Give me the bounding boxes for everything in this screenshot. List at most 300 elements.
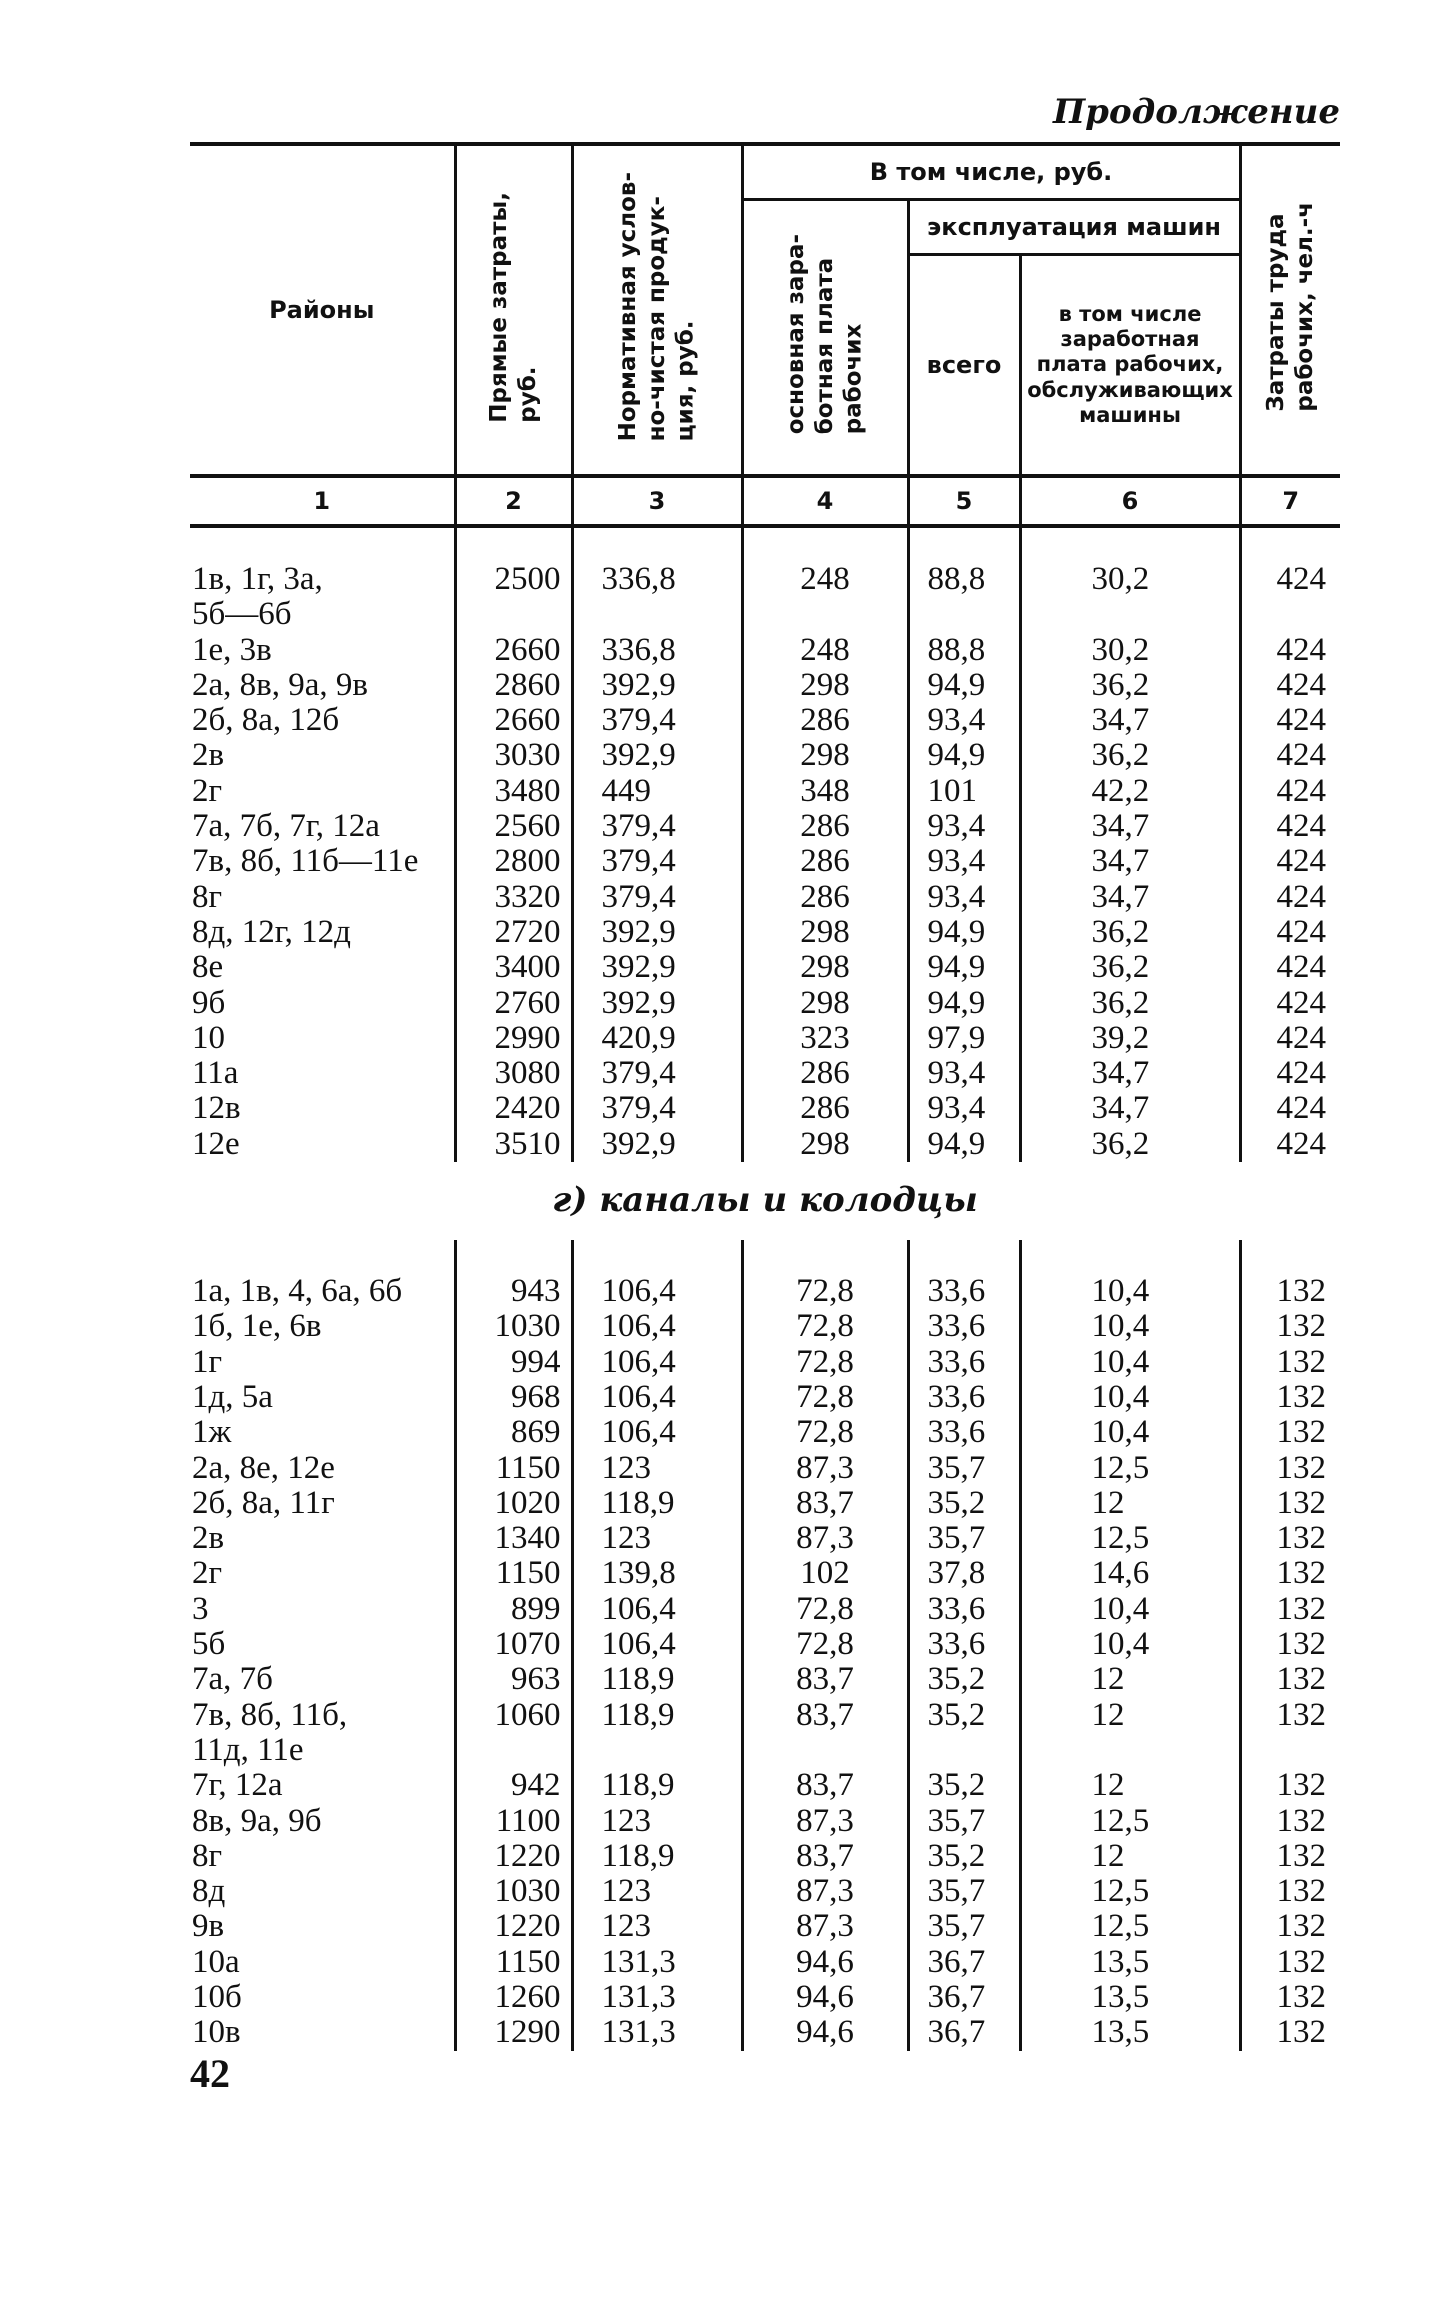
value-cell-col5: 35,2 (908, 1768, 1020, 1803)
value-cell-col2: 2560 (455, 809, 572, 844)
value-cell-col4: 83,7 (742, 1486, 908, 1521)
value-cell-col2: 1060 (455, 1698, 572, 1769)
value-cell-col7: 424 (1240, 844, 1340, 879)
table-row (190, 1345, 1340, 1380)
table-row (190, 986, 1340, 1021)
table-row (190, 1380, 1340, 1415)
value-cell-col3: 139,8 (572, 1556, 742, 1591)
value-cell-col5: 93,4 (908, 703, 1020, 738)
value-cell-col2: 1070 (455, 1627, 572, 1662)
value-cell-col3: 106,4 (572, 1627, 742, 1662)
header-labor-costs-text: Затраты труда рабочих, чел.-ч (1263, 202, 1318, 412)
value-cell-col3: 379,4 (572, 703, 742, 738)
table-row (190, 880, 1340, 915)
table-row (190, 562, 1340, 633)
value-cell-col6: 39,2 (1020, 1021, 1240, 1056)
table-row (190, 738, 1340, 773)
value-cell-col2: 1030 (455, 1874, 572, 1909)
table-row (190, 774, 1340, 809)
value-cell-col7: 132 (1240, 1309, 1340, 1344)
value-cell-col3: 392,9 (572, 915, 742, 950)
value-cell-col3: 118,9 (572, 1486, 742, 1521)
value-cell-col3: 336,8 (572, 633, 742, 668)
value-cell-col5: 93,4 (908, 809, 1020, 844)
col-number-1: 1 (190, 476, 455, 526)
header-normative-product (572, 144, 742, 476)
value-cell-col7: 424 (1240, 950, 1340, 985)
value-cell-col6: 10,4 (1020, 1592, 1240, 1627)
value-cell-col6: 13,5 (1020, 2015, 1240, 2050)
region-cell: 2б, 8а, 12б (192, 702, 340, 739)
value-cell-col7: 132 (1240, 1662, 1340, 1697)
value-cell-col3: 379,4 (572, 1091, 742, 1126)
value-cell-col4: 72,8 (742, 1415, 908, 1450)
value-cell-col5: 35,7 (908, 1521, 1020, 1556)
value-cell-col2: 869 (455, 1415, 572, 1450)
table-row (190, 1556, 1340, 1591)
region-cell: 2а, 8в, 9а, 9в (192, 666, 368, 703)
table-row (190, 1662, 1340, 1697)
region-cell: 1б, 1е, 6в (192, 1308, 322, 1345)
region-cell: 10а (192, 1943, 240, 1980)
table-row (190, 844, 1340, 879)
table-row (190, 1804, 1340, 1839)
region-cell: 10в (192, 2014, 241, 2051)
value-cell-col5: 33,6 (908, 1415, 1020, 1450)
value-cell-col6: 36,2 (1020, 738, 1240, 773)
value-cell-col5: 35,2 (908, 1839, 1020, 1874)
table-body-section-a (190, 526, 1340, 1162)
value-cell-col6: 30,2 (1020, 633, 1240, 668)
value-cell-col7: 132 (1240, 1839, 1340, 1874)
value-cell-col2: 968 (455, 1380, 572, 1415)
region-cell: 8е (192, 949, 224, 986)
value-cell-col6: 12,5 (1020, 1521, 1240, 1556)
value-cell-col5: 93,4 (908, 1056, 1020, 1091)
value-cell-col4: 298 (742, 950, 908, 985)
table-row (190, 1874, 1340, 1909)
value-cell-col5: 36,7 (908, 1945, 1020, 1980)
table-row (190, 950, 1340, 985)
value-cell-col4: 94,6 (742, 1945, 908, 1980)
value-cell-col6: 14,6 (1020, 1556, 1240, 1591)
value-cell-col6: 34,7 (1020, 809, 1240, 844)
value-cell-col6: 12,5 (1020, 1804, 1240, 1839)
region-cell: 1в, 1г, 3а, 5б—6б (192, 561, 323, 633)
value-cell-col2: 2660 (455, 633, 572, 668)
value-cell-col6: 10,4 (1020, 1345, 1240, 1380)
value-cell-col7: 132 (1240, 1874, 1340, 1909)
value-cell-col2: 1150 (455, 1945, 572, 1980)
value-cell-col3: 118,9 (572, 1698, 742, 1769)
table-row (190, 1309, 1340, 1344)
value-cell-col5: 36,7 (908, 2015, 1020, 2050)
value-cell-col2: 2860 (455, 668, 572, 703)
value-cell-col7: 132 (1240, 1768, 1340, 1803)
value-cell-col4: 298 (742, 1127, 908, 1162)
value-cell-col2: 2760 (455, 986, 572, 1021)
value-cell-col5: 35,2 (908, 1662, 1020, 1697)
value-cell-col6: 36,2 (1020, 915, 1240, 950)
value-cell-col4: 298 (742, 915, 908, 950)
region-cell: 7в, 8б, 11б, 11д, 11е (192, 1696, 348, 1768)
region-cell: 1ж (192, 1414, 232, 1451)
value-cell-col3: 106,4 (572, 1309, 742, 1344)
value-cell-col2: 942 (455, 1768, 572, 1803)
header-regions: Районы (190, 144, 455, 476)
value-cell-col3: 392,9 (572, 986, 742, 1021)
value-cell-col6: 42,2 (1020, 774, 1240, 809)
col-number-5: 5 (908, 476, 1020, 526)
value-cell-col7: 132 (1240, 1415, 1340, 1450)
value-cell-col3: 131,3 (572, 1980, 742, 2015)
table-body-section-g (190, 1240, 1340, 2051)
value-cell-col3: 131,3 (572, 1945, 742, 1980)
value-cell-col5: 94,9 (908, 1127, 1020, 1162)
value-cell-col4: 83,7 (742, 1768, 908, 1803)
value-cell-col5: 36,7 (908, 1980, 1020, 2015)
value-cell-col7: 424 (1240, 986, 1340, 1021)
table-row (190, 1451, 1340, 1486)
cost-table (190, 142, 1340, 2051)
col-number-2: 2 (455, 476, 572, 526)
value-cell-col4: 83,7 (742, 1662, 908, 1697)
value-cell-col4: 87,3 (742, 1521, 908, 1556)
table-row (190, 915, 1340, 950)
region-cell: 7в, 8б, 11б—11е (192, 843, 419, 880)
value-cell-col3: 336,8 (572, 562, 742, 633)
value-cell-col2: 2500 (455, 562, 572, 633)
value-cell-col2: 3510 (455, 1127, 572, 1162)
value-cell-col4: 298 (742, 986, 908, 1021)
value-cell-col4: 298 (742, 668, 908, 703)
header-normative-product-text: Нормативная услов- но-чистая продук- ция, руб. (614, 172, 699, 442)
region-cell: 2в (192, 1520, 225, 1557)
table-row (190, 1415, 1340, 1450)
value-cell-col6: 10,4 (1020, 1380, 1240, 1415)
table-row (190, 1127, 1340, 1162)
value-cell-col3: 392,9 (572, 738, 742, 773)
value-cell-col4: 87,3 (742, 1804, 908, 1839)
value-cell-col5: 33,6 (908, 1345, 1020, 1380)
value-cell-col4: 286 (742, 844, 908, 879)
region-cell: 8г (192, 878, 223, 915)
value-cell-col7: 424 (1240, 738, 1340, 773)
region-cell: 8д, 12г, 12д (192, 913, 351, 950)
region-cell: 10б (192, 1978, 242, 2015)
region-cell: 8в, 9а, 9б (192, 1802, 322, 1839)
col-number-6: 6 (1020, 476, 1240, 526)
table-row (190, 1486, 1340, 1521)
value-cell-col3: 123 (572, 1804, 742, 1839)
value-cell-col5: 88,8 (908, 633, 1020, 668)
region-cell: 3 (192, 1590, 209, 1627)
value-cell-col2: 2660 (455, 703, 572, 738)
value-cell-col5: 33,6 (908, 1627, 1020, 1662)
value-cell-col4: 298 (742, 738, 908, 773)
value-cell-col4: 286 (742, 703, 908, 738)
table-row (190, 1592, 1340, 1627)
value-cell-col6: 12,5 (1020, 1874, 1240, 1909)
table-row (190, 703, 1340, 738)
value-cell-col5: 33,6 (908, 1309, 1020, 1344)
table-row (190, 1909, 1340, 1944)
value-cell-col2: 1030 (455, 1309, 572, 1344)
table-row (190, 1021, 1340, 1056)
value-cell-col2: 1220 (455, 1839, 572, 1874)
value-cell-col6: 36,2 (1020, 668, 1240, 703)
value-cell-col3: 123 (572, 1874, 742, 1909)
value-cell-col6: 10,4 (1020, 1627, 1240, 1662)
region-cell: 8г (192, 1837, 223, 1874)
value-cell-col6: 13,5 (1020, 1980, 1240, 2015)
value-cell-col6: 36,2 (1020, 950, 1240, 985)
value-cell-col7: 132 (1240, 1451, 1340, 1486)
table-row (190, 668, 1340, 703)
value-cell-col7: 424 (1240, 809, 1340, 844)
value-cell-col4: 87,3 (742, 1874, 908, 1909)
value-cell-col3: 420,9 (572, 1021, 742, 1056)
value-cell-col7: 424 (1240, 1091, 1340, 1126)
value-cell-col3: 118,9 (572, 1768, 742, 1803)
region-cell: 7а, 7б (192, 1661, 273, 1698)
value-cell-col7: 132 (1240, 2015, 1340, 2050)
value-cell-col4: 87,3 (742, 1451, 908, 1486)
value-cell-col2: 3080 (455, 1056, 572, 1091)
value-cell-col4: 286 (742, 1091, 908, 1126)
value-cell-col5: 33,6 (908, 1274, 1020, 1309)
header-direct-costs-text: Прямые затраты, руб. (485, 191, 541, 423)
region-cell: 2а, 8е, 12е (192, 1449, 335, 1486)
header-including-wages: в том числе заработная плата рабочих, обслуживающих машины (1020, 255, 1240, 477)
value-cell-col3: 392,9 (572, 668, 742, 703)
value-cell-col2: 1220 (455, 1909, 572, 1944)
value-cell-col3: 392,9 (572, 950, 742, 985)
value-cell-col3: 379,4 (572, 844, 742, 879)
value-cell-col3: 449 (572, 774, 742, 809)
value-cell-col3: 123 (572, 1521, 742, 1556)
value-cell-col7: 132 (1240, 1698, 1340, 1769)
value-cell-col6: 10,4 (1020, 1415, 1240, 1450)
value-cell-col5: 97,9 (908, 1021, 1020, 1056)
value-cell-col5: 94,9 (908, 668, 1020, 703)
section-title-group (190, 1162, 1340, 1240)
table-row (190, 1839, 1340, 1874)
region-cell: 2г (192, 772, 223, 809)
value-cell-col4: 286 (742, 809, 908, 844)
value-cell-col6: 34,7 (1020, 1091, 1240, 1126)
value-cell-col6: 12 (1020, 1662, 1240, 1697)
value-cell-col7: 132 (1240, 1592, 1340, 1627)
value-cell-col4: 286 (742, 1056, 908, 1091)
value-cell-col2: 1100 (455, 1804, 572, 1839)
value-cell-col5: 35,7 (908, 1874, 1020, 1909)
region-cell: 2в (192, 737, 225, 774)
value-cell-col6: 12 (1020, 1839, 1240, 1874)
value-cell-col4: 286 (742, 880, 908, 915)
value-cell-col2: 994 (455, 1345, 572, 1380)
value-cell-col5: 94,9 (908, 738, 1020, 773)
value-cell-col2: 963 (455, 1662, 572, 1697)
value-cell-col6: 34,7 (1020, 844, 1240, 879)
value-cell-col2: 2720 (455, 915, 572, 950)
table-row (190, 633, 1340, 668)
value-cell-col5: 93,4 (908, 844, 1020, 879)
table-row (190, 1627, 1340, 1662)
value-cell-col2: 3480 (455, 774, 572, 809)
region-cell: 7а, 7б, 7г, 12а (192, 808, 380, 845)
value-cell-col4: 102 (742, 1556, 908, 1591)
value-cell-col4: 323 (742, 1021, 908, 1056)
value-cell-col4: 72,8 (742, 1380, 908, 1415)
value-cell-col7: 424 (1240, 915, 1340, 950)
value-cell-col6: 12 (1020, 1486, 1240, 1521)
value-cell-col2: 3030 (455, 738, 572, 773)
value-cell-col5: 94,9 (908, 986, 1020, 1021)
region-cell: 2г (192, 1555, 223, 1592)
value-cell-col6: 12 (1020, 1698, 1240, 1769)
table-row (190, 1521, 1340, 1556)
value-cell-col5: 33,6 (908, 1592, 1020, 1627)
value-cell-col7: 132 (1240, 1945, 1340, 1980)
value-cell-col6: 10,4 (1020, 1274, 1240, 1309)
region-cell: 12в (192, 1090, 241, 1127)
value-cell-col2: 899 (455, 1592, 572, 1627)
value-cell-col3: 123 (572, 1451, 742, 1486)
table-row (190, 2015, 1340, 2050)
header-total: всего (908, 255, 1020, 477)
table-row (190, 1698, 1340, 1769)
value-cell-col5: 93,4 (908, 1091, 1020, 1126)
value-cell-col2: 1290 (455, 2015, 572, 2050)
value-cell-col2: 1340 (455, 1521, 572, 1556)
value-cell-col7: 132 (1240, 1627, 1340, 1662)
value-cell-col4: 72,8 (742, 1627, 908, 1662)
value-cell-col2: 2990 (455, 1021, 572, 1056)
region-cell: 7г, 12а (192, 1767, 283, 1804)
table-row (190, 1091, 1340, 1126)
table-row (190, 1274, 1340, 1309)
value-cell-col6: 34,7 (1020, 703, 1240, 738)
value-cell-col6: 13,5 (1020, 1945, 1240, 1980)
value-cell-col2: 2420 (455, 1091, 572, 1126)
value-cell-col7: 424 (1240, 562, 1340, 633)
value-cell-col4: 248 (742, 562, 908, 633)
value-cell-col2: 3320 (455, 880, 572, 915)
table-row (190, 1980, 1340, 2015)
col-number-3: 3 (572, 476, 742, 526)
value-cell-col7: 132 (1240, 1909, 1340, 1944)
value-cell-col3: 131,3 (572, 2015, 742, 2050)
value-cell-col4: 72,8 (742, 1274, 908, 1309)
value-cell-col4: 72,8 (742, 1592, 908, 1627)
value-cell-col6: 34,7 (1020, 1056, 1240, 1091)
value-cell-col7: 424 (1240, 1127, 1340, 1162)
value-cell-col7: 424 (1240, 1056, 1340, 1091)
region-cell: 10 (192, 1019, 225, 1056)
value-cell-col5: 94,9 (908, 915, 1020, 950)
value-cell-col5: 35,2 (908, 1698, 1020, 1769)
value-cell-col3: 118,9 (572, 1662, 742, 1697)
value-cell-col2: 1150 (455, 1556, 572, 1591)
value-cell-col3: 123 (572, 1909, 742, 1944)
value-cell-col7: 424 (1240, 703, 1340, 738)
continued-label: Продолжение (1053, 92, 1340, 132)
value-cell-col6: 30,2 (1020, 562, 1240, 633)
value-cell-col3: 379,4 (572, 1056, 742, 1091)
value-cell-col6: 36,2 (1020, 1127, 1240, 1162)
section-title: г) каналы и колодцы (552, 1180, 978, 1221)
page-number: 42 (190, 2051, 230, 2096)
region-cell: 11а (192, 1055, 239, 1092)
region-cell: 8д (192, 1873, 226, 1910)
value-cell-col3: 379,4 (572, 809, 742, 844)
region-cell: 1г (192, 1343, 223, 1380)
value-cell-col3: 106,4 (572, 1345, 742, 1380)
value-cell-col4: 72,8 (742, 1309, 908, 1344)
region-cell: 12е (192, 1125, 240, 1162)
region-cell: 1е, 3в (192, 631, 272, 668)
header-direct-costs (455, 144, 572, 476)
value-cell-col2: 1020 (455, 1486, 572, 1521)
value-cell-col2: 1150 (455, 1451, 572, 1486)
value-cell-col3: 118,9 (572, 1839, 742, 1874)
value-cell-col5: 88,8 (908, 562, 1020, 633)
value-cell-col7: 132 (1240, 1556, 1340, 1591)
value-cell-col5: 35,7 (908, 1909, 1020, 1944)
value-cell-col3: 106,4 (572, 1380, 742, 1415)
value-cell-col7: 424 (1240, 880, 1340, 915)
value-cell-col4: 83,7 (742, 1839, 908, 1874)
region-cell: 1д, 5а (192, 1378, 273, 1415)
table-row (190, 1056, 1340, 1091)
value-cell-col7: 424 (1240, 1021, 1340, 1056)
value-cell-col3: 106,4 (572, 1274, 742, 1309)
value-cell-col5: 35,7 (908, 1804, 1020, 1839)
value-cell-col7: 132 (1240, 1980, 1340, 2015)
value-cell-col2: 1260 (455, 1980, 572, 2015)
value-cell-col6: 10,4 (1020, 1309, 1240, 1344)
value-cell-col5: 101 (908, 774, 1020, 809)
value-cell-col6: 12,5 (1020, 1451, 1240, 1486)
value-cell-col5: 93,4 (908, 880, 1020, 915)
col-number-4: 4 (742, 476, 908, 526)
value-cell-col4: 83,7 (742, 1698, 908, 1769)
value-cell-col4: 348 (742, 774, 908, 809)
value-cell-col6: 12 (1020, 1768, 1240, 1803)
value-cell-col7: 424 (1240, 633, 1340, 668)
region-cell: 1а, 1в, 4, 6а, 6б (192, 1273, 403, 1310)
value-cell-col5: 35,2 (908, 1486, 1020, 1521)
value-cell-col4: 72,8 (742, 1345, 908, 1380)
value-cell-col2: 2800 (455, 844, 572, 879)
value-cell-col5: 37,8 (908, 1556, 1020, 1591)
value-cell-col7: 424 (1240, 668, 1340, 703)
value-cell-col4: 94,6 (742, 2015, 908, 2050)
value-cell-col3: 379,4 (572, 880, 742, 915)
table-row (190, 1768, 1340, 1803)
value-cell-col6: 36,2 (1020, 986, 1240, 1021)
value-cell-col5: 94,9 (908, 950, 1020, 985)
value-cell-col4: 87,3 (742, 1909, 908, 1944)
region-cell: 2б, 8а, 11г (192, 1484, 335, 1521)
value-cell-col7: 132 (1240, 1274, 1340, 1309)
header-labor-costs (1240, 144, 1340, 476)
value-cell-col7: 132 (1240, 1486, 1340, 1521)
value-cell-col7: 132 (1240, 1345, 1340, 1380)
header-including-rub: В том числе, руб. (742, 144, 1240, 200)
value-cell-col2: 943 (455, 1274, 572, 1309)
